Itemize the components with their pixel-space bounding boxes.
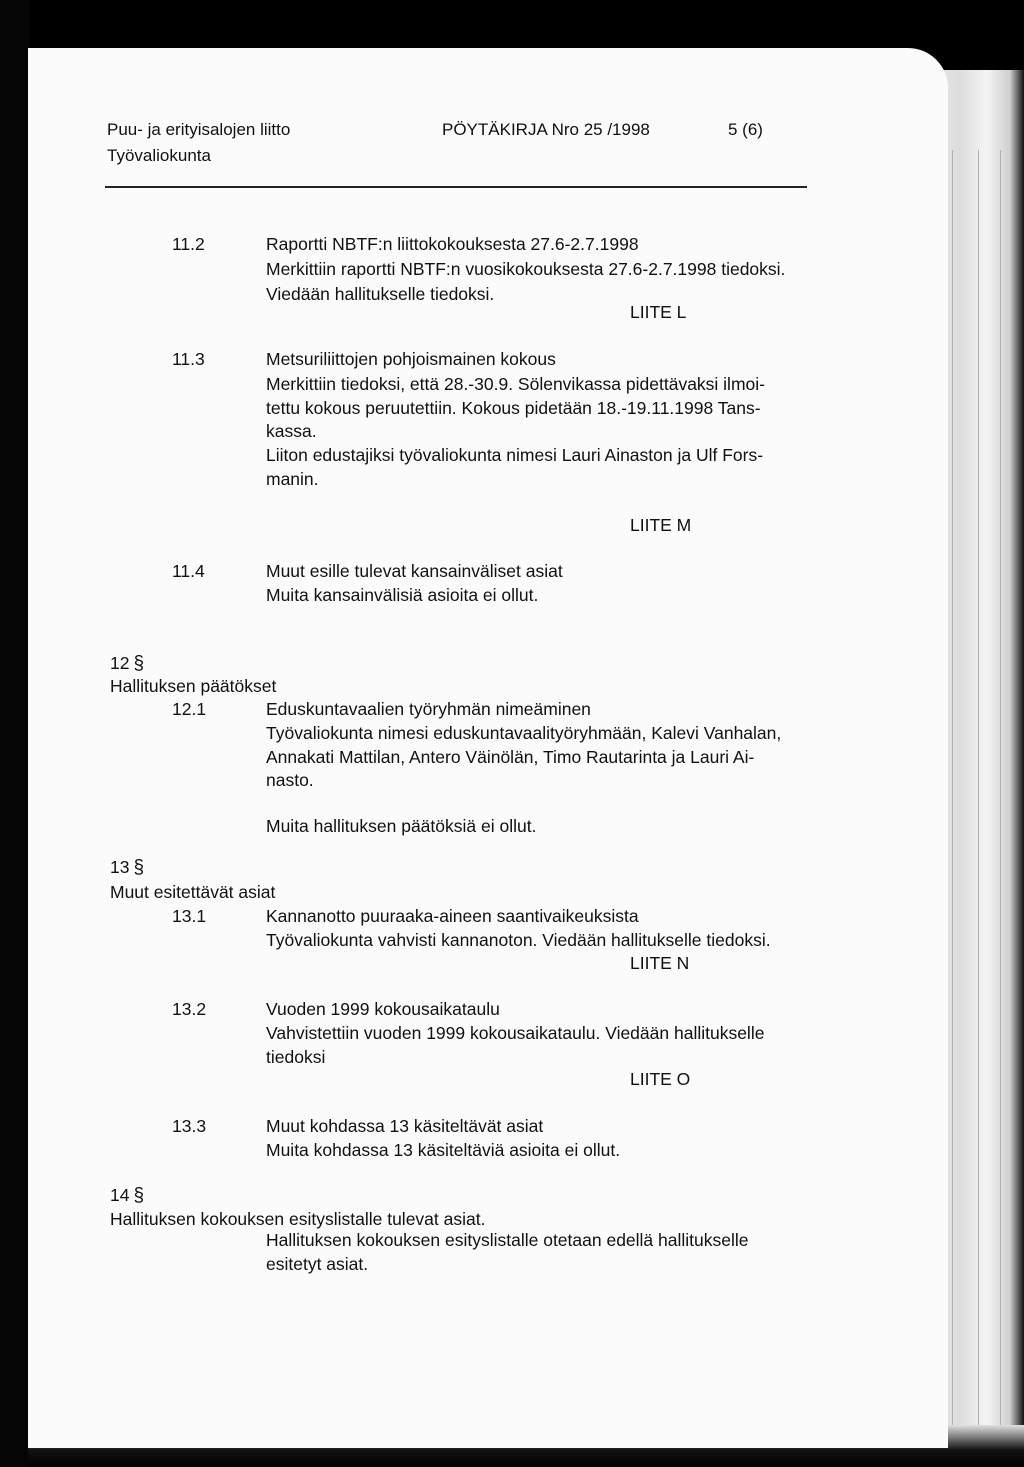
section-number-text: 14 (110, 1185, 130, 1205)
section-number (110, 651, 144, 676)
item-number: 13.1 (172, 906, 207, 926)
item-text: Annakati Mattilan, Antero Väinölän, Timo Rautarinta ja Lauri Ai- (266, 747, 755, 767)
scan-background-top (0, 0, 1024, 52)
item-number: 13.3 (172, 1116, 207, 1136)
item-number: 12.1 (172, 699, 207, 719)
item-text: Työvaliokunta nimesi eduskuntavaalityöryhmään, Kalevi Vanhalan, (266, 723, 782, 743)
item-text: Hallituksen kokouksen esityslistalle otetaan edellä hallitukselle (266, 1230, 749, 1250)
item-title: Muut kohdassa 13 käsiteltävät asiat (266, 1116, 544, 1136)
attachment-label: LIITE M (630, 515, 692, 535)
item-title: Vuoden 1999 kokousaikataulu (266, 999, 500, 1019)
item-title: Kannanotto puuraaka-aineen saantivaikeuksista (266, 906, 639, 926)
section-number-text: 13 (110, 857, 130, 877)
stack-line (952, 150, 953, 1450)
item-title: Muut esille tulevat kansainväliset asiat (266, 561, 563, 581)
header-page-number: 5 (6) (728, 120, 763, 139)
attachment-label: LIITE N (630, 953, 690, 973)
item-number: 11.2 (172, 234, 205, 254)
item-number: 11.4 (172, 561, 205, 581)
item-title: Eduskuntavaalien työryhmän nimeäminen (266, 699, 591, 719)
item-text: Työvaliokunta vahvisti kannanoton. Viedään hallitukselle tiedoksi. (266, 930, 771, 950)
section-symbol: § (133, 1185, 145, 1206)
scan-background-left (0, 0, 30, 1467)
item-number: 13.2 (172, 999, 207, 1019)
item-text: nasto. (266, 770, 314, 790)
header-unit: Työvaliokunta (107, 146, 211, 165)
section-number-text: 12 (110, 653, 130, 673)
section-number (110, 1183, 144, 1208)
item-text: esitetyt asiat. (266, 1254, 369, 1274)
header-rule (105, 186, 807, 188)
section-title: Muut esitettävät asiat (110, 882, 276, 902)
item-text: Muita kansainvälisiä asioita ei ollut. (266, 585, 539, 605)
item-title: Metsuriliittojen pohjoismainen kokous (266, 349, 556, 369)
stack-line (978, 150, 979, 1450)
item-text: tiedoksi (266, 1047, 326, 1067)
section-symbol: § (133, 653, 145, 674)
item-text: Liiton edustajiksi työvaliokunta nimesi Lauri Ainaston ja Ulf Fors- (266, 445, 764, 465)
header-document-title: PÖYTÄKIRJA Nro 25 /1998 (442, 120, 650, 139)
item-text: Viedään hallitukselle tiedoksi. (266, 284, 495, 304)
item-text: Vahvistettiin vuoden 1999 kokousaikataulu. Viedään hallitukselle (266, 1023, 765, 1043)
item-text: Merkittiin tiedoksi, että 28.-30.9. Sölenvikassa pidettävaksi ilmoi- (266, 374, 765, 394)
item-text: manin. (266, 469, 319, 489)
section-symbol: § (133, 857, 145, 878)
stack-line (1000, 150, 1001, 1450)
item-text: tettu kokous peruutettiin. Kokous pidetään 18.-19.11.1998 Tans- (266, 398, 761, 418)
section-number (110, 855, 144, 880)
item-text: Muita kohdassa 13 käsiteltäviä asioita ei ollut. (266, 1140, 621, 1160)
item-number: 11.3 (172, 349, 205, 369)
section-title: Hallituksen päätökset (110, 676, 277, 696)
item-text: Merkittiin raportti NBTF:n vuosikokouksesta 27.6-2.7.1998 tiedoksi. (266, 259, 786, 279)
section-closing-text: Muita hallituksen päätöksiä ei ollut. (266, 816, 537, 836)
attachment-label: LIITE O (630, 1069, 691, 1089)
attachment-label: LIITE L (630, 302, 687, 322)
item-text: kassa. (266, 421, 317, 441)
section-title: Hallituksen kokouksen esityslistalle tulevat asiat. (110, 1209, 486, 1229)
item-title: Raportti NBTF:n liittokokouksesta 27.6-2.7.1998 (266, 234, 639, 254)
header-organization: Puu- ja erityisalojen liitto (107, 120, 291, 139)
